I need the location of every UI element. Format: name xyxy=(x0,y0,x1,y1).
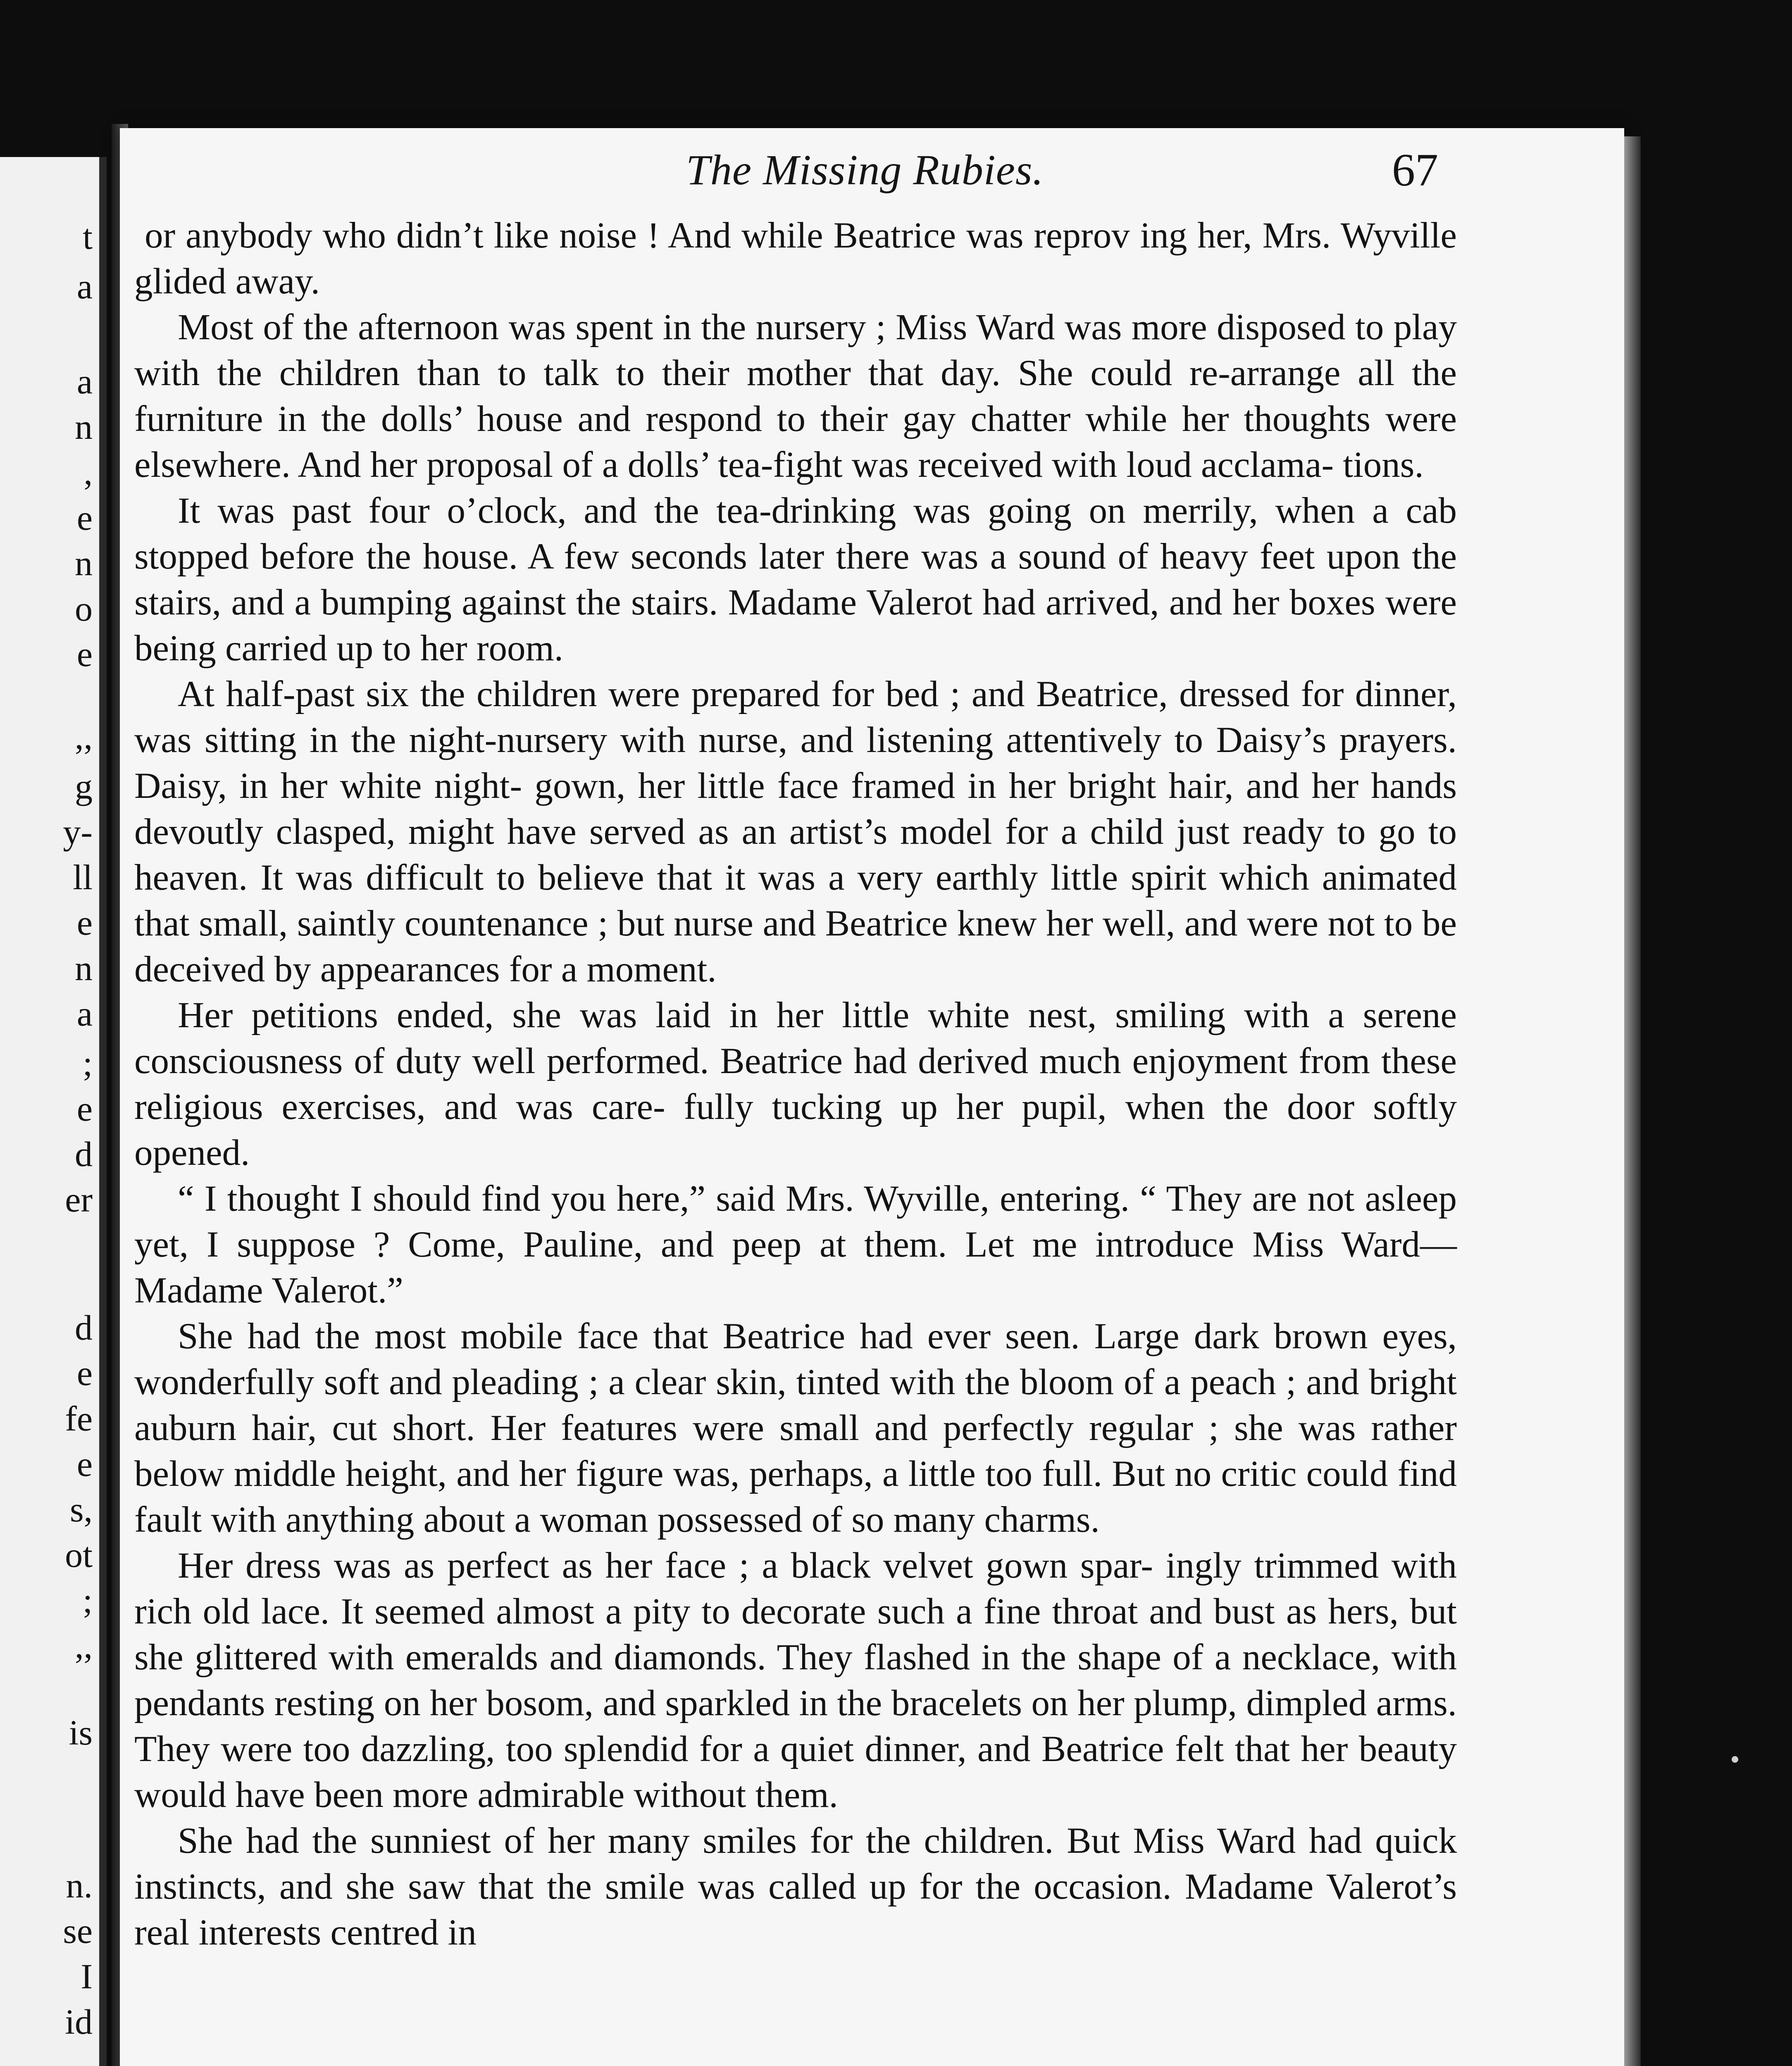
paragraph: She had the most mobile face that Beatrice had ever seen. Large dark brown eyes, wonderfully soft and pleading ; a clear skin, tinted with the bloom of a peach ; and bright auburn hair, cut short. Her features were small and perfectly regular ; she was rather below middle height, and her figure was, perhaps, a little too full. But no critic could find fault with anything about a woman possessed of so many charms. xyxy=(134,1316,1457,1540)
paragraph: It was past four o’clock, and the tea-drinking was going on merrily, when a cab stopped before the house. A few seconds later there was a sound of heavy feet upon the stairs, and a bumping against the stairs. Madame Valerot had arrived, and her boxes were being carried up to her room. xyxy=(134,490,1457,669)
previous-page-text-fragment: is xyxy=(69,1713,93,1752)
previous-page-text-fragment: s, xyxy=(70,1490,93,1529)
page-number: 67 xyxy=(1392,145,1438,196)
previous-page-text-fragment: d xyxy=(75,1308,93,1347)
paragraph: She had the sunniest of her many smiles for the children. But Miss Ward had quick instincts, and she saw that the smile was called up for the occasion. Madame Valerot’s real interests centred in xyxy=(134,1821,1457,1953)
previous-page-text-fragment: t xyxy=(83,217,93,257)
previous-page-text-fragment: a xyxy=(76,994,93,1033)
previous-page-text-fragment: e xyxy=(76,1089,93,1128)
paragraph: or anybody who didn’t like noise ! And while Beatrice was reprov ing her, Mrs. Wyville glided away. xyxy=(134,215,1457,302)
previous-page-text-fragment: n. xyxy=(66,1866,93,1905)
previous-page-text-fragment: e xyxy=(76,1444,93,1484)
previous-page-text-fragment: a xyxy=(76,362,93,401)
previous-page-text-fragment: n xyxy=(75,407,93,447)
previous-page-text-fragment: d xyxy=(75,1134,93,1174)
previous-page-text-fragment: ; xyxy=(83,1043,93,1083)
previous-page-text-fragment: e xyxy=(76,903,93,943)
previous-page-text-fragment: ot xyxy=(65,1535,93,1575)
previous-page-text-fragment: y- xyxy=(63,812,93,852)
previous-page-text-fragment: er xyxy=(65,1180,93,1219)
paragraph: At half-past six the children were prepared for bed ; and Beatrice, dressed for dinner, was sitting in the night-nursery with nurse, and listening attentively to Daisy’s prayers. Daisy, in her white night- gown, her little face framed in her bright hair, and her hands devoutly clasped, might have served as an artist’s model for a child just ready to go to heaven. It was difficult to believe that it was a very earthly little spirit which animated that small, saintly countenance ; but nurse and Beatrice knew her well, and were not to be deceived by appearances for a moment. xyxy=(134,674,1457,990)
previous-page-text-fragment: se xyxy=(63,1911,93,1951)
previous-page-text-fragment: n xyxy=(75,543,93,583)
running-title: The Missing Rubies. xyxy=(686,146,1044,194)
paragraph: “ I thought I should find you here,” said Mrs. Wyville, entering. “ They are not asleep yet, I suppose ? Come, Pauline, and peep at them. Let me introduce Miss Ward—Madame Valerot.” xyxy=(134,1178,1457,1311)
previous-page-text-fragment: g xyxy=(75,766,93,806)
previous-page-text-fragment: ,, xyxy=(75,717,93,757)
paragraph: Most of the afternoon was spent in the nursery ; Miss Ward was more disposed to play with the children than to talk to their mother that day. She could re-arrange all the furniture in the dolls’ house and respond to their gay chatter while her thoughts were elsewhere. And her proposal of a dolls’ tea-fight was received with loud acclama- tions. xyxy=(134,307,1457,485)
paragraph: Her dress was as perfect as her face ; a black velvet gown spar- ingly trimmed with rich old lace. It seemed almost a pity to decorate such a fine throat and bust as hers, but she glittered with emeralds and diamonds. They flashed in the shape of a necklace, with pendants resting on her bosom, and sparkled in the bracelets on her plump, dimpled arms. They were too dazzling, too splendid for a quiet dinner, and Beatrice felt that her beauty would have been more admirable without them. xyxy=(134,1545,1457,1815)
page-header xyxy=(136,136,1451,202)
previous-page-text-fragment: fe xyxy=(65,1399,93,1438)
paragraph: Her petitions ended, she was laid in her little white nest, smiling with a serene consciousness of duty well performed. Beatrice had derived much enjoyment from these religious exercises, and was care- fully tucking up her pupil, when the door softly opened. xyxy=(134,995,1457,1173)
previous-page-text-fragment: ll xyxy=(73,857,93,897)
previous-page-edge xyxy=(0,157,107,2066)
speck xyxy=(1732,1756,1738,1763)
page-edge-shadow xyxy=(1624,136,1641,2066)
body-text xyxy=(134,213,1457,1956)
previous-page-text-fragment: ,, xyxy=(75,1626,93,1666)
previous-page-text-fragment: I xyxy=(81,1957,93,1996)
previous-page-text-fragment: ; xyxy=(83,1580,93,1620)
previous-page-text-fragment: e xyxy=(76,498,93,538)
previous-page-text-fragment: a xyxy=(76,267,93,306)
previous-page-text-fragment: e xyxy=(76,1353,93,1393)
previous-page-text-fragment: , xyxy=(83,452,93,492)
previous-page-text-fragment: n xyxy=(75,948,93,988)
previous-page-text-fragment: e xyxy=(76,634,93,674)
previous-page-text-fragment: o xyxy=(75,589,93,628)
previous-page-text-fragment: id xyxy=(65,2002,93,2042)
